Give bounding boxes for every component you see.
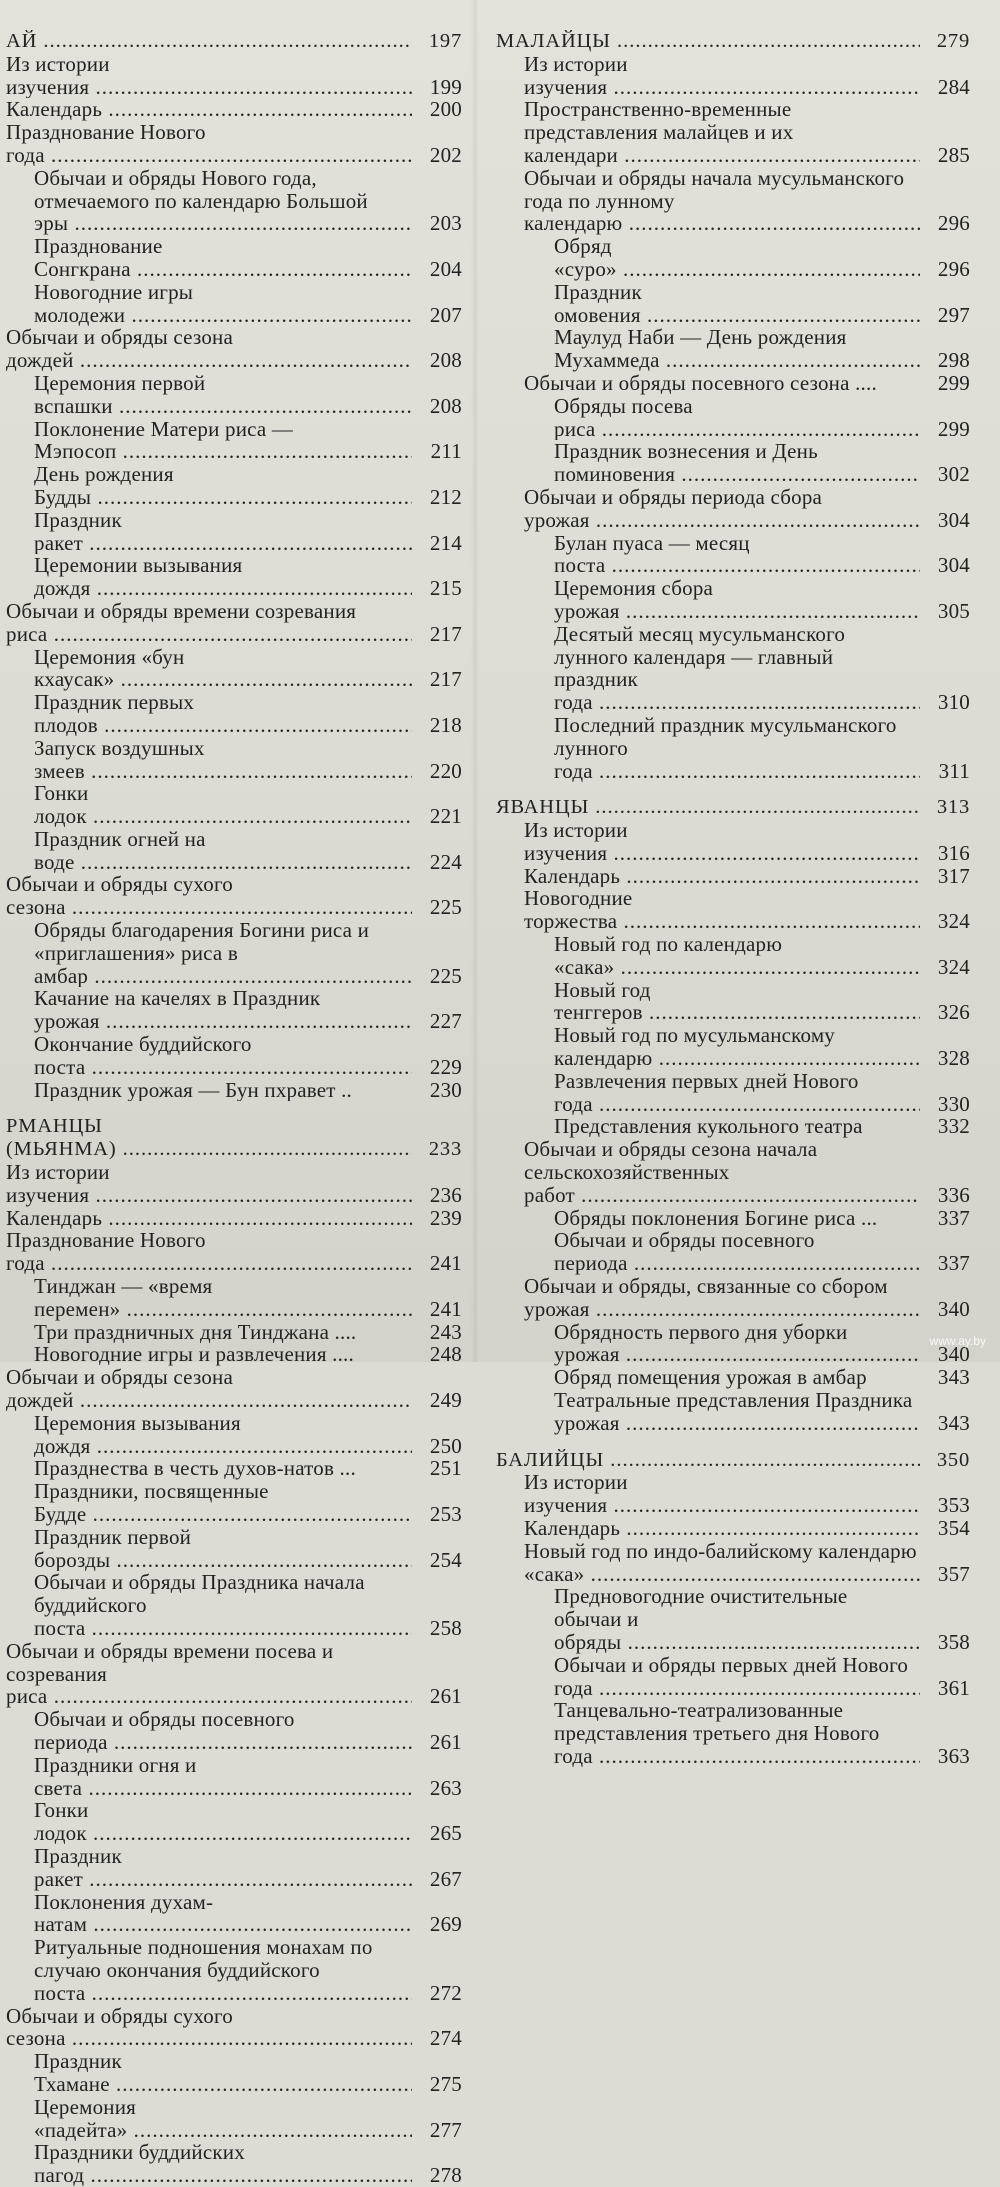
toc-entry [492, 1024, 970, 1070]
toc-entry-title: Обычаи и обряды сухого сезона ..... [6, 873, 412, 919]
toc-page-number: 249 [429, 1388, 462, 1413]
toc-entry [0, 326, 462, 372]
toc-entry-title: Из истории изучения ..... [6, 1161, 412, 1207]
toc-entry [492, 281, 970, 327]
toc-page-number: 211 [430, 439, 462, 464]
toc-entry [492, 395, 970, 441]
toc-entry [0, 1033, 462, 1079]
toc-entry-title: Новый год тенггеров ..... [554, 979, 920, 1025]
toc-entry-title: Предновогодние очистительные обычаи и обряды ..... [554, 1585, 920, 1653]
toc-page-number: 343 [937, 1365, 970, 1390]
toc-entry-title: Качание на качелях в Праздник урожая ..... [34, 987, 412, 1033]
toc-page-number: 265 [429, 1821, 462, 1846]
toc-entry-title: Обычаи и обряды сезона дождей ..... [6, 1366, 412, 1412]
toc-entry [492, 1585, 970, 1653]
toc-entry-title: Обычаи и обряды времени посева и созревания риса ..... [6, 1640, 412, 1708]
toc-entry-title: Танцевально-театрализованные представления третьего дня Нового года ..... [554, 1699, 920, 1767]
toc-entry-title: ЯВАНЦЫ ..... [496, 796, 920, 819]
toc-entry-title: Церемония «падейта» ..... [34, 2096, 412, 2142]
toc-entry-title: Церемония вызывания дождя ..... [34, 1412, 412, 1458]
toc-page-number: 233 [428, 1138, 462, 1161]
toc-entry [0, 1079, 462, 1102]
toc-page-number: 258 [429, 1615, 462, 1640]
toc-entry-title: Обряды поклонения Богине риса ... [554, 1206, 878, 1230]
toc-entry-title: Развлечения первых дней Нового года ..... [554, 1070, 920, 1116]
toc-entry-title: Обряд помещения урожая в амбар [554, 1366, 867, 1390]
toc-entry-title: Ритуальные подношения монахам по случаю окончания буддийского поста ..... [34, 1936, 412, 2004]
toc-page-number: 225 [429, 963, 462, 988]
toc-entry-title: Праздник омовения ..... [554, 281, 920, 327]
toc-entry [0, 1412, 462, 1458]
toc-page-number: 310 [937, 690, 970, 715]
toc-entry [492, 1517, 970, 1540]
toc-entry [492, 1321, 970, 1367]
toc-entry [0, 646, 462, 692]
toc-entry-title: Празднование Нового года ..... [6, 121, 412, 167]
toc-page-number: 236 [429, 1182, 462, 1207]
toc-entry-title: Празднование Сонгкрана ..... [34, 235, 412, 281]
toc-entry-title: Календарь ..... [524, 865, 920, 888]
toc-entry [492, 326, 970, 372]
toc-entry-title: Церемонии вызывания дождя ..... [34, 554, 412, 600]
toc-page-number: 212 [429, 484, 462, 509]
toc-page-number: 299 [937, 370, 970, 395]
toc-page-number: 350 [936, 1448, 970, 1471]
toc-entry-title: Праздники буддийских пагод ..... [34, 2141, 412, 2187]
toc-entry [492, 1389, 970, 1435]
toc-entry [492, 1654, 970, 1700]
toc-entry [492, 979, 970, 1025]
toc-section-heading [0, 30, 462, 53]
toc-entry-title: МАЛАЙЦЫ ..... [496, 30, 920, 53]
toc-entry-title: Десятый месяц мусульманского лунного календаря — главный праздник года ..... [554, 623, 920, 714]
watermark: www.ay.by [929, 1334, 986, 1348]
toc-entry-title: Праздники, посвященные Будде ..... [34, 1480, 412, 1526]
toc-section-heading [492, 796, 970, 819]
toc-page-number: 267 [429, 1866, 462, 1891]
toc-section-heading [492, 30, 970, 53]
toc-entry-title: Последний праздник мусульманского лунного года ..... [554, 714, 920, 782]
toc-entry [492, 486, 970, 532]
toc-page-number: 227 [429, 1009, 462, 1034]
toc-page-number: 302 [937, 462, 970, 487]
toc-entry-title: Запуск воздушных змеев ..... [34, 737, 412, 783]
toc-page-number: 241 [429, 1251, 462, 1276]
toc-page-number: 215 [429, 576, 462, 601]
toc-entry-title: Обычаи и обряды Нового года, отмечаемого по календарю Большой эры ..... [34, 167, 412, 235]
toc-entry [492, 440, 970, 486]
toc-entry [0, 600, 462, 646]
toc-entry-title: Праздник вознесения и День поминовения ..... [554, 440, 920, 486]
toc-page-number: 304 [937, 507, 970, 532]
toc-entry [0, 1207, 462, 1230]
toc-page-number: 313 [936, 796, 970, 819]
toc-entry [492, 623, 970, 714]
toc-entry-title: Новый год по мусульманскому календарю ..... [554, 1024, 920, 1070]
toc-entry [0, 1321, 462, 1344]
toc-entry-title: Праздник ракет ..... [34, 509, 412, 555]
toc-entry-title: Праздник урожая — Бун пхравет .. [34, 1078, 353, 1102]
toc-entry-title: Новогодние торжества ..... [524, 887, 920, 933]
toc-page-number: 220 [429, 758, 462, 783]
toc-entry-title: Обычаи и обряды сухого сезона ..... [6, 2005, 412, 2051]
toc-page-number: 224 [429, 849, 462, 874]
toc-entry-title: Обычаи и обряды посевного сезона .... [524, 371, 877, 395]
toc-page-number: 251 [429, 1456, 462, 1481]
toc-entry [0, 98, 462, 121]
toc-entry-title: Обычаи и обряды периода сбора урожая ..... [524, 486, 920, 532]
toc-entry-title: Обычаи и обряды, связанные со сбором урожая ..... [524, 1275, 920, 1321]
toc-page-number: 296 [937, 211, 970, 236]
toc-entry [0, 828, 462, 874]
toc-page-number: 332 [937, 1114, 970, 1139]
toc-entry-title: Новогодние игры молодежи ..... [34, 281, 412, 327]
toc-entry-title: Праздник первой борозды ..... [34, 1526, 412, 1572]
toc-page-number: 243 [429, 1319, 462, 1344]
toc-page-number: 324 [937, 954, 970, 979]
toc-page-number: 250 [429, 1433, 462, 1458]
toc-entry-title: Календарь ..... [6, 98, 412, 121]
toc-entry-title: Из истории изучения ..... [524, 53, 920, 99]
toc-page-number: 261 [429, 1684, 462, 1709]
toc-page-number: 202 [429, 142, 462, 167]
toc-entry [0, 554, 462, 600]
toc-page-number: 304 [937, 553, 970, 578]
toc-entry-title: Гонки лодок ..... [34, 782, 412, 828]
toc-entry [492, 887, 970, 933]
toc-page-number: 263 [429, 1775, 462, 1800]
toc-page-number: 200 [429, 97, 462, 122]
toc-page-number: 336 [937, 1182, 970, 1207]
toc-entry [492, 53, 970, 99]
toc-entry [492, 235, 970, 281]
toc-page-number: 230 [429, 1077, 462, 1102]
toc-page-number: 208 [429, 348, 462, 373]
toc-entry [0, 1754, 462, 1800]
toc-entry-title: Из истории изучения ..... [524, 1471, 920, 1517]
toc-entry [492, 865, 970, 888]
toc-entry [492, 372, 970, 395]
toc-page-number: 317 [937, 863, 970, 888]
toc-page-number: 214 [429, 530, 462, 555]
toc-entry-title: Булан пуаса — месяц поста ..... [554, 532, 920, 578]
toc-entry-title: БАЛИЙЦЫ ..... [496, 1449, 920, 1472]
toc-page-number: 324 [937, 909, 970, 934]
toc-entry [0, 463, 462, 509]
toc-page-number: 261 [429, 1729, 462, 1754]
toc-entry [0, 782, 462, 828]
toc-entry [0, 2096, 462, 2142]
toc-entry-title: Пространственно-временные представления малайцев и их календари ..... [524, 98, 920, 166]
toc-entry-title: Окончание буддийского поста ..... [34, 1033, 412, 1079]
toc-entry-title: Тинджан — «время перемен» ..... [34, 1275, 412, 1321]
toc-page-number: 225 [429, 895, 462, 920]
toc-page-number: 229 [429, 1054, 462, 1079]
toc-entry-title: Календарь ..... [6, 1207, 412, 1230]
toc-entry-title: Обычаи и обряды первых дней Нового года ..... [554, 1654, 920, 1700]
toc-page-number: 296 [937, 256, 970, 281]
toc-page-number: 204 [429, 256, 462, 281]
toc-page-number: 208 [429, 393, 462, 418]
toc-page-number: 274 [429, 2026, 462, 2051]
toc-page-number: 217 [429, 667, 462, 692]
toc-entry [492, 1138, 970, 1206]
toc-entry [0, 1161, 462, 1207]
toc-entry-title: Праздник ракет ..... [34, 1845, 412, 1891]
toc-entry [0, 1275, 462, 1321]
toc-entry [492, 1070, 970, 1116]
toc-entry-title: Представления кукольного театра [554, 1115, 863, 1139]
toc-entry [0, 1229, 462, 1275]
toc-page-number: 248 [429, 1342, 462, 1367]
toc-entry-title: Обрядность первого дня уборки урожая ..... [554, 1321, 920, 1367]
toc-entry [492, 1229, 970, 1275]
toc-entry-title: Обычаи и обряды посевного периода ..... [34, 1708, 412, 1754]
toc-entry [0, 1343, 462, 1366]
toc-entry-title: Из истории изучения ..... [6, 53, 412, 99]
toc-entry [0, 1457, 462, 1480]
toc-page-number: 207 [429, 302, 462, 327]
toc-page-number: 297 [937, 302, 970, 327]
toc-page-number: 284 [937, 74, 970, 99]
toc-entry-title: Праздник первых плодов ..... [34, 691, 412, 737]
toc-page-number: 340 [937, 1296, 970, 1321]
toc-entry-title: Обычаи и обряды начала мусульманского года по лунному календарю ..... [524, 167, 920, 235]
toc-entry [0, 1845, 462, 1891]
toc-page-number: 353 [937, 1493, 970, 1518]
toc-entry-title: Церемония «бун кхаусак» ..... [34, 646, 412, 692]
toc-entry-title: Обычаи и обряды посевного периода ..... [554, 1229, 920, 1275]
toc-page-number: 218 [429, 712, 462, 737]
toc-entry-title: Три праздничных дня Тинджана .... [34, 1320, 357, 1344]
toc-entry [0, 281, 462, 327]
toc-section-heading [492, 1449, 970, 1472]
toc-section-heading [0, 1115, 462, 1161]
toc-page-number: 326 [937, 1000, 970, 1025]
toc-page-number: 197 [428, 30, 462, 52]
toc-page-number: 354 [937, 1516, 970, 1540]
toc-entry [492, 1275, 970, 1321]
toc-entry-title: Новый год по календарю «сака» ..... [554, 933, 920, 979]
toc-page-number: 272 [429, 1980, 462, 2005]
toc-entry [0, 1366, 462, 1412]
toc-entry [0, 1936, 462, 2004]
toc-entry [492, 933, 970, 979]
toc-entry [0, 691, 462, 737]
toc-page-number: 275 [429, 2071, 462, 2096]
toc-entry [492, 98, 970, 166]
toc-page-number: 363 [937, 1743, 970, 1768]
toc-page-number: 340 [937, 1342, 970, 1367]
toc-entry-title: Обряд «суро» ..... [554, 235, 920, 281]
toc-entry [0, 167, 462, 235]
toc-entry-title: День рождения Будды ..... [34, 463, 412, 509]
toc-page-number: 337 [937, 1205, 970, 1230]
page-fold-shadow [471, 0, 479, 1362]
toc-entry-title: Обряды благодарения Богини риса и «приглашения» риса в амбар ..... [34, 919, 412, 987]
toc-page-number: 337 [937, 1251, 970, 1276]
toc-page-number: 241 [429, 1296, 462, 1321]
toc-page-number: 343 [937, 1410, 970, 1435]
toc-page-number: 203 [429, 211, 462, 236]
toc-page-number: 298 [937, 348, 970, 373]
toc-entry-title: Праздник Тхамане ..... [34, 2050, 412, 2096]
toc-entry [492, 714, 970, 782]
toc-page-number: 253 [429, 1502, 462, 1526]
toc-page-number: 239 [429, 1205, 462, 1230]
toc-page-number: 221 [429, 804, 462, 829]
toc-entry [0, 2005, 462, 2051]
toc-entry [492, 1699, 970, 1767]
toc-entry [492, 1540, 970, 1586]
toc-entry-title: Из истории изучения ..... [524, 819, 920, 865]
toc-entry [0, 1708, 462, 1754]
toc-page-number: 328 [937, 1046, 970, 1071]
toc-page-number: 357 [937, 1561, 970, 1586]
toc-entry-title: РМАНЦЫ (МЬЯНМА) ..... [6, 1115, 412, 1161]
toc-entry-title: Поклонение Матери риса — Мэпосоп ..... [34, 418, 412, 464]
toc-entry-title: Праздники огня и света ..... [34, 1754, 412, 1800]
toc-entry [492, 1115, 970, 1138]
toc-entry-title: Новый год по индо-балийскому календарю «сака» ..... [524, 1540, 920, 1586]
toc-entry [0, 418, 462, 464]
toc-page-number: 277 [429, 2117, 462, 2142]
toc-page-number: 316 [937, 840, 970, 865]
toc-entry [0, 2141, 462, 2187]
toc-page-number: 285 [937, 142, 970, 167]
toc-entry [492, 532, 970, 578]
toc-entry [0, 235, 462, 281]
toc-entry [0, 2050, 462, 2096]
toc-entry [492, 1207, 970, 1230]
toc-page-number: 358 [937, 1629, 970, 1654]
toc-entry-title: Календарь ..... [524, 1517, 920, 1540]
toc-entry-title: Празднества в честь духов-натов ... [34, 1457, 356, 1481]
toc-entry-title: Обычаи и обряды сезона дождей ..... [6, 326, 412, 372]
toc-entry-title: Гонки лодок ..... [34, 1799, 412, 1845]
toc-entry-title: Обряды посева риса ..... [554, 395, 920, 441]
toc-entry-title: АЙ ..... [6, 30, 412, 53]
toc-entry [0, 1799, 462, 1845]
toc-page-number: 279 [936, 30, 970, 52]
toc-entry [0, 53, 462, 99]
toc-entry-title: Обычаи и обряды сезона начала сельскохозяйственных работ ..... [524, 1138, 920, 1206]
toc-entry-title: Театральные представления Праздника урожая ..... [554, 1389, 920, 1435]
toc-entry [0, 1891, 462, 1937]
toc-entry [0, 1480, 462, 1526]
toc-entry [492, 577, 970, 623]
toc-entry [0, 873, 462, 919]
toc-entry [0, 1640, 462, 1708]
toc-entry [0, 919, 462, 987]
toc-entry-title: Празднование Нового года ..... [6, 1229, 412, 1275]
toc-page-number: 305 [937, 598, 970, 623]
toc-right-column [492, 30, 970, 1768]
toc-page-number: 199 [429, 74, 462, 99]
toc-page-number: 299 [937, 416, 970, 441]
toc-entry-title: Новогодние игры и развлечения .... [34, 1343, 354, 1367]
toc-entry-title: Маулуд Наби — День рождения Мухаммеда ..... [554, 326, 920, 372]
toc-entry [0, 509, 462, 555]
toc-left-column [0, 30, 462, 2187]
toc-entry [0, 121, 462, 167]
toc-entry-title: Обычаи и обряды времени созревания риса ..... [6, 600, 412, 646]
toc-entry [492, 1366, 970, 1389]
toc-entry [0, 1526, 462, 1572]
toc-page-number: 311 [938, 758, 970, 783]
toc-page-number: 254 [429, 1547, 462, 1572]
toc-page-number: 278 [429, 2163, 462, 2187]
toc-entry [0, 987, 462, 1033]
toc-page-number: 269 [429, 1912, 462, 1937]
toc-entry-title: Обычаи и обряды Праздника начала буддийского поста ..... [34, 1571, 412, 1639]
toc-entry-title: Церемония сбора урожая ..... [554, 577, 920, 623]
toc-entry-title: Праздник огней на воде ..... [34, 828, 412, 874]
toc-page-number: 330 [937, 1091, 970, 1116]
toc-entry-title: Церемония первой вспашки ..... [34, 372, 412, 418]
toc-entry [492, 1471, 970, 1517]
toc-entry-title: Поклонения духам-натам ..... [34, 1891, 412, 1937]
toc-entry [0, 737, 462, 783]
toc-entry [492, 167, 970, 235]
toc-entry [492, 819, 970, 865]
toc-entry [0, 1571, 462, 1639]
toc-entry [0, 372, 462, 418]
toc-page-number: 217 [429, 621, 462, 646]
toc-page-number: 361 [937, 1675, 970, 1700]
